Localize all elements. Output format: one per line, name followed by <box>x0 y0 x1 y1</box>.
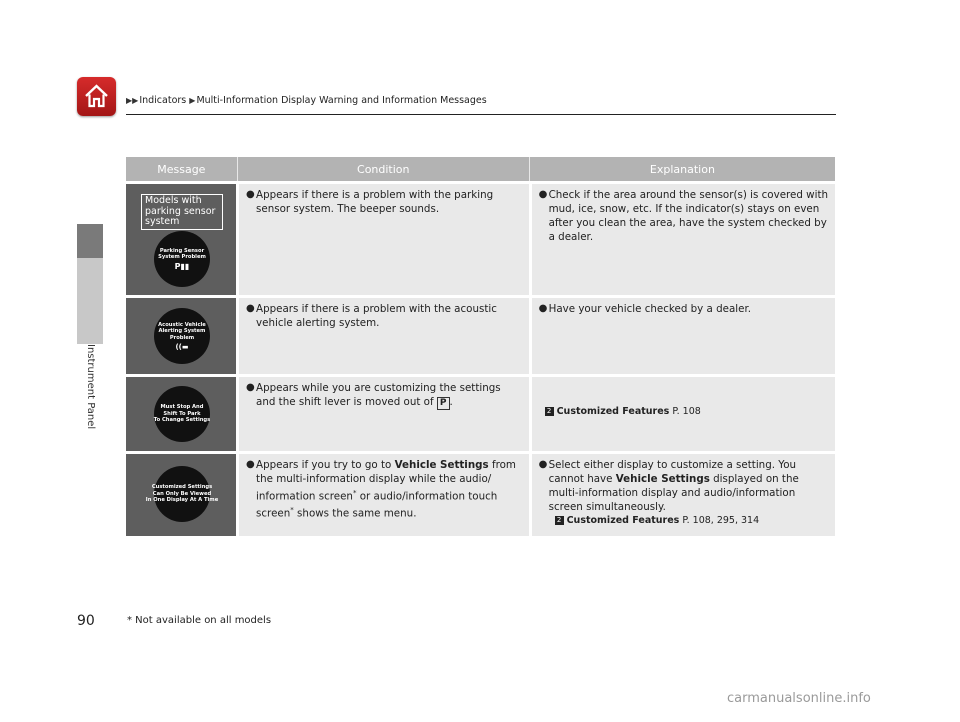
bullet-icon: ● <box>246 303 255 314</box>
header-rule <box>126 114 836 115</box>
condition-cell: ● Appears if there is a problem with the acoustic vehicle alerting system. <box>236 298 529 374</box>
models-label: Models with parking sensor system <box>141 194 223 230</box>
display-screen: Customized Settings Can Only Be Viewed In One Display At A Time <box>154 466 210 522</box>
vehicle-sound-icon: ((▬ <box>175 343 189 351</box>
display-screen: Must Stop And Shift To Park To Change Settings <box>154 386 210 442</box>
condition-cell: ● Appears if you try to go to Vehicle Settings from the multi-information display while the audio/ information screen* or audio/information touch screen* shows the same menu. <box>236 454 529 536</box>
cross-reference[interactable]: 2 Customized Features P. 108 <box>545 405 829 419</box>
message-display-image <box>126 377 236 451</box>
condition-cell: ● Appears if there is a problem with the parking sensor system. The beeper sounds. <box>236 184 529 295</box>
side-section-label: Instrument Panel <box>85 344 96 430</box>
chevron-right-icon: ▶ <box>189 96 196 105</box>
display-screen: Parking Sensor System Problem P▮▮ <box>154 231 210 287</box>
table-row <box>126 377 835 451</box>
park-key-icon: P <box>437 397 450 410</box>
explanation-cell: ● Have your vehicle checked by a dealer. <box>529 298 835 374</box>
breadcrumb-item[interactable]: Multi-Information Display Warning and Information Messages <box>196 95 487 106</box>
message-display-image <box>126 298 236 374</box>
bullet-icon: ● <box>538 459 548 470</box>
watermark: carmanualsonline.info <box>727 691 871 706</box>
table-header <box>126 157 835 181</box>
cross-reference[interactable]: 2 Customized Features P. 108, 295, 314 <box>555 514 829 528</box>
table-row <box>126 298 835 374</box>
message-table <box>126 157 835 536</box>
explanation-cell <box>529 377 835 451</box>
message-display-image <box>126 184 236 295</box>
breadcrumb-item[interactable]: Indicators <box>139 95 187 106</box>
footnote: * Not available on all models <box>127 615 272 626</box>
bullet-icon: ● <box>246 382 255 393</box>
table-row <box>126 184 835 295</box>
bullet-icon: ● <box>538 303 548 314</box>
chevron-right-icon: ▶▶ <box>126 96 139 105</box>
parking-sensor-icon: P▮▮ <box>174 261 190 271</box>
explanation-cell: ● Check if the area around the sensor(s) is covered with mud, ice, snow, etc. If the indicator(s) stays on even after you clean the area, have the system checked by a dealer. <box>529 184 835 295</box>
table-row <box>126 454 835 536</box>
home-button[interactable] <box>77 77 116 116</box>
home-icon <box>83 83 110 110</box>
condition-cell: ● Appears while you are customizing the settings and the shift lever is moved out of P . <box>236 377 529 451</box>
message-display-image <box>126 454 236 536</box>
column-header-message: Message <box>157 162 206 176</box>
reference-arrow-icon: 2 <box>545 407 554 416</box>
reference-arrow-icon: 2 <box>555 516 564 525</box>
column-header-explanation: Explanation <box>529 157 835 181</box>
bullet-icon: ● <box>538 189 548 200</box>
bullet-icon: ● <box>246 459 255 470</box>
bullet-icon: ● <box>246 189 255 200</box>
side-tab-dark <box>77 224 103 258</box>
breadcrumb <box>126 95 487 106</box>
explanation-cell: ● Select either display to customize a setting. You cannot have Vehicle Settings displayed on the multi-information display and audio/information screen simultaneously. 2 Customized Features P. 108, 295, 314 <box>529 454 835 536</box>
display-screen: Acoustic Vehicle Alerting System Problem ((▬ <box>154 308 210 364</box>
page-number: 90 <box>77 613 95 629</box>
column-header-condition: Condition <box>237 157 529 181</box>
